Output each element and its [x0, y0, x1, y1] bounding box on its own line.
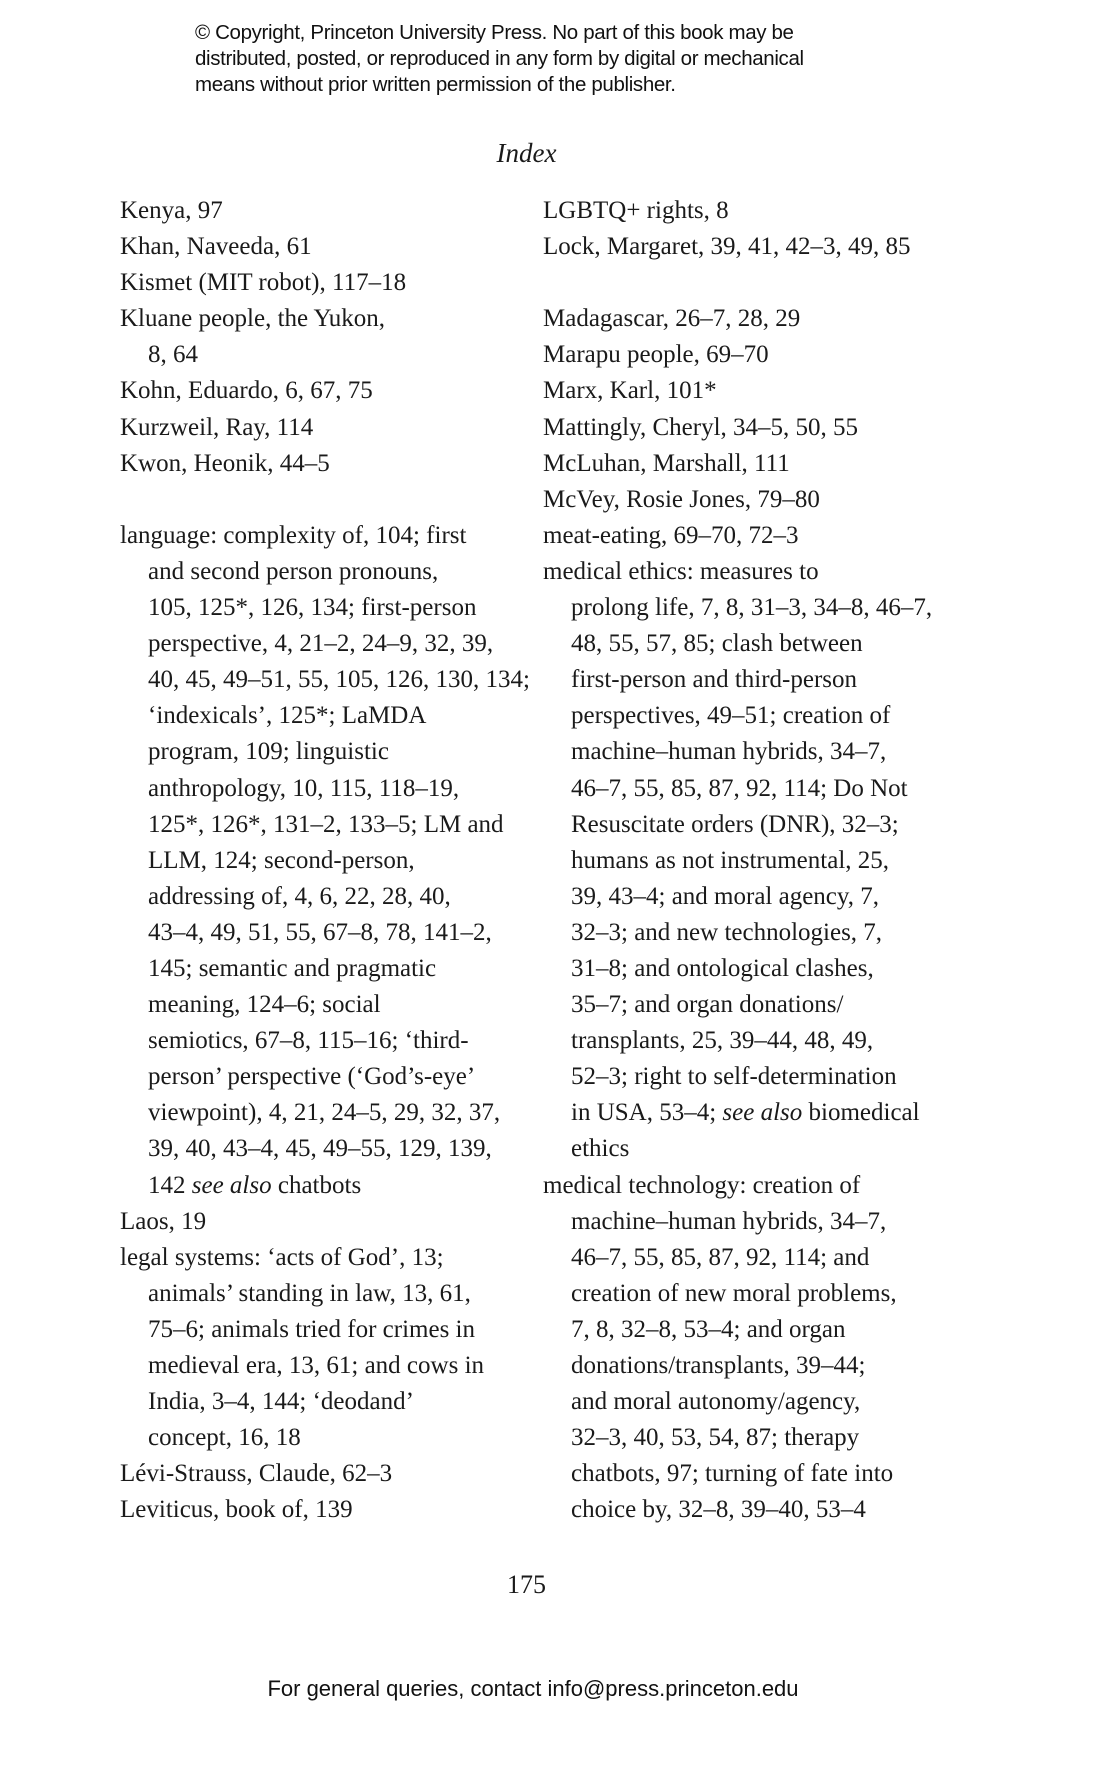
index-entry-line: 39, 43–4; and moral agency, 7, — [571, 882, 880, 910]
index-entry-line: program, 109; linguistic — [148, 738, 389, 766]
index-column-right — [543, 193, 932, 1528]
index-entry-line: 145; semantic and pragmatic — [148, 954, 437, 982]
index-entry-line: first-person and third-person — [571, 666, 858, 694]
index-entry-line: McLuhan, Marshall, 111 — [543, 449, 790, 477]
index-entry-line — [543, 1095, 932, 1131]
index-entry — [543, 554, 932, 1168]
index-entry-line: ethics — [571, 1135, 630, 1163]
index-entry-line: person’ perspective (‘God’s-eye’ — [148, 1063, 476, 1091]
index-entry — [120, 410, 530, 446]
index-entry-line: 46–7, 55, 85, 87, 92, 114; and — [571, 1243, 870, 1271]
index-entry-line: meaning, 124–6; social — [148, 991, 381, 1019]
index-entry — [543, 482, 932, 518]
index-entry-line: Lévi-Strauss, Claude, 62–3 — [120, 1460, 393, 1488]
index-entry-line: machine–human hybrids, 34–7, — [571, 738, 887, 766]
entry-text: chatbots — [271, 1171, 362, 1199]
index-entry-line: Lock, Margaret, 39, 41, 42–3, 49, 85 — [543, 233, 911, 261]
entry-text: 142 — [148, 1171, 192, 1199]
index-entry-line: machine–human hybrids, 34–7, — [571, 1207, 887, 1235]
index-entry-line: 39, 40, 43–4, 45, 49–55, 129, 139, — [148, 1135, 492, 1163]
index-entry-line: 125*, 126*, 131–2, 133–5; LM and — [148, 810, 504, 838]
index-entry-line: medieval era, 13, 61; and cows in — [148, 1352, 485, 1379]
see-also-label: see also — [191, 1171, 272, 1199]
index-entry-line: 43–4, 49, 51, 55, 67–8, 78, 141–2, — [148, 918, 492, 946]
index-entry-line: 105, 125*, 126, 134; first-person — [148, 594, 477, 622]
index-entry-line: concept, 16, 18 — [148, 1424, 301, 1452]
index-entry-line: Resuscitate orders (DNR), 32–3; — [571, 810, 899, 838]
index-entry-line: creation of new moral problems, — [571, 1279, 897, 1307]
index-entry-line: Kenya, 97 — [120, 197, 223, 224]
index-entry-line: Kluane people, the Yukon, — [120, 305, 385, 333]
index-entry — [543, 446, 932, 482]
index-entry-line — [120, 1168, 530, 1204]
index-entry-line: viewpoint), 4, 21, 24–5, 29, 32, 37, — [148, 1099, 501, 1127]
index-entry-line: 32–3, 40, 53, 54, 87; therapy — [571, 1424, 860, 1452]
index-entry — [120, 373, 530, 409]
index-entry-line: ‘indexicals’, 125*; LaMDA — [148, 702, 427, 730]
index-entry-line: Marx, Karl, 101* — [543, 377, 717, 405]
index-entry — [120, 301, 530, 373]
index-entry — [120, 229, 530, 265]
index-entry — [543, 337, 932, 373]
index-entry-line: 8, 64 — [148, 341, 198, 369]
index-entry-line: 35–7; and organ donations/ — [571, 991, 844, 1019]
index-entry-line: Kismet (MIT robot), 117–18 — [120, 269, 407, 297]
index-entry-line: India, 3–4, 144; ‘deodand’ — [148, 1388, 414, 1416]
index-entry — [120, 1492, 530, 1528]
index-entry — [120, 518, 530, 1204]
index-entry-line: perspectives, 49–51; creation of — [571, 702, 891, 730]
index-entry-line: 7, 8, 32–8, 53–4; and organ — [571, 1315, 846, 1343]
index-entry-line: legal systems: ‘acts of God’, 13; — [120, 1243, 444, 1271]
index-entry — [120, 1204, 530, 1240]
index-entry-line: addressing of, 4, 6, 22, 28, 40, — [148, 882, 451, 910]
index-entry-line: Madagascar, 26–7, 28, 29 — [543, 305, 801, 333]
index-entry-line: Khan, Naveeda, 61 — [120, 233, 312, 261]
index-entry — [120, 193, 530, 229]
index-entry — [543, 1168, 932, 1529]
entry-text: in USA, 53–4; — [571, 1099, 723, 1127]
index-entry-line: Kwon, Heonik, 44–5 — [120, 449, 330, 477]
copyright-line: distributed, posted, or reproduced in any form by digital or mechanical — [195, 47, 804, 70]
index-entry-line: 46–7, 55, 85, 87, 92, 114; Do Not — [571, 774, 908, 802]
index-entry-line: Mattingly, Cheryl, 34–5, 50, 55 — [543, 413, 859, 441]
index-entry — [120, 446, 530, 482]
index-entry-line: Kurzweil, Ray, 114 — [120, 413, 314, 441]
index-entry-line: donations/transplants, 39–44; — [571, 1352, 866, 1379]
entry-gap — [543, 265, 932, 301]
index-entry-line: and moral autonomy/agency, — [571, 1388, 861, 1416]
index-entry-line: 31–8; and ontological clashes, — [571, 954, 874, 982]
index-entry-line: Laos, 19 — [120, 1207, 207, 1235]
copyright-line: means without prior written permission of the publisher. — [195, 73, 676, 96]
index-entry-line: transplants, 25, 39–44, 48, 49, — [571, 1027, 874, 1055]
index-entry-line: humans as not instrumental, 25, — [571, 846, 890, 874]
index-entry-line: 48, 55, 57, 85; clash between — [571, 630, 863, 658]
index-column-left — [120, 193, 530, 1528]
index-entry — [543, 301, 932, 337]
index-entry-line: choice by, 32–8, 39–40, 53–4 — [571, 1496, 866, 1524]
index-entry — [543, 193, 932, 229]
index-entry-line: 75–6; animals tried for crimes in — [148, 1315, 476, 1343]
index-entry-line: and second person pronouns, — [148, 557, 439, 585]
index-entry-line: semiotics, 67–8, 115–16; ‘third- — [148, 1027, 469, 1055]
index-entry-line: chatbots, 97; turning of fate into — [571, 1460, 894, 1488]
index-entry-line: McVey, Rosie Jones, 79–80 — [543, 485, 820, 513]
index-entry-line: perspective, 4, 21–2, 24–9, 32, 39, — [148, 630, 494, 658]
index-entry-line: Leviticus, book of, 139 — [120, 1496, 353, 1524]
page-number: 175 — [507, 1570, 546, 1599]
see-also-label: see also — [722, 1099, 803, 1127]
index-entry-line: Marapu people, 69–70 — [543, 341, 769, 369]
index-entry-line: meat-eating, 69–70, 72–3 — [543, 521, 799, 549]
footer-contact: For general queries, contact info@press.princeton.edu — [267, 1676, 799, 1701]
index-entry-line: 40, 45, 49–51, 55, 105, 126, 130, 134; — [148, 666, 530, 694]
index-entry-line: language: complexity of, 104; first — [120, 521, 467, 549]
entry-gap — [120, 482, 530, 518]
index-entry-line: Kohn, Eduardo, 6, 67, 75 — [120, 377, 373, 405]
index-entry-line: 52–3; right to self-determination — [571, 1063, 897, 1091]
index-entry-line: medical technology: creation of — [543, 1171, 861, 1199]
index-entry-line: LGBTQ+ rights, 8 — [543, 197, 729, 224]
index-entry — [543, 410, 932, 446]
index-entry-line: LLM, 124; second-person, — [148, 846, 415, 874]
index-entry — [120, 265, 530, 301]
index-entry — [120, 1456, 530, 1492]
page-title: Index — [496, 138, 557, 168]
index-entry — [543, 373, 932, 409]
entry-text: biomedical — [802, 1099, 920, 1127]
index-entry — [543, 518, 932, 554]
index-entry-line: prolong life, 7, 8, 31–3, 34–8, 46–7, — [571, 594, 933, 622]
index-entry-line: 32–3; and new technologies, 7, — [571, 918, 883, 946]
copyright-notice — [195, 20, 804, 98]
index-entry-line: anthropology, 10, 115, 118–19, — [148, 774, 460, 802]
index-entry-line: medical ethics: measures to — [543, 557, 819, 585]
index-entry — [543, 229, 932, 265]
index-entry — [120, 1240, 530, 1457]
index-entry-line: animals’ standing in law, 13, 61, — [148, 1279, 471, 1307]
copyright-line: © Copyright, Princeton University Press. No part of this book may be — [195, 21, 794, 44]
